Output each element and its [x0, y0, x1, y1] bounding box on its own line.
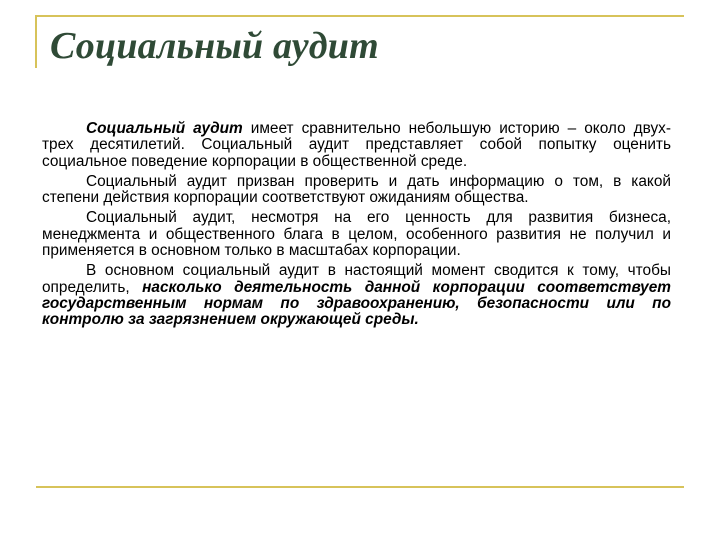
- paragraph-4-text: В основном социальный аудит в настоящий момент сводится к тому, чтобы определить,: [42, 262, 671, 296]
- slide-title: Социальный аудит: [50, 25, 379, 67]
- left-accent-line: [35, 15, 37, 68]
- paragraph-1-text: имеет сравнительно небольшую историю – около двух-трех десятилетий. Социальный аудит представляет собой попытку оценить социальное поведение корпорации в общественной среде.: [42, 120, 671, 170]
- paragraph-4: [42, 263, 671, 328]
- paragraph-3: [42, 210, 671, 259]
- paragraph-2: [42, 174, 671, 207]
- body-text: [42, 121, 671, 333]
- paragraph-4-emphasis: насколько деятельность данной корпорации соответствует государственным нормам по здравоохранению, безопасности или по контролю за загрязнением окружающей среды.: [42, 278, 671, 329]
- bottom-divider: [36, 486, 684, 488]
- top-divider: [36, 15, 684, 17]
- paragraph-1-lead: Социальный аудит: [86, 120, 243, 137]
- paragraph-3-text: Социальный аудит, несмотря на его ценность для развития бизнеса, менеджмента и общественного блага в целом, особенного развития не получил и применяется в основном только в масштабах корпорации.: [42, 209, 671, 260]
- paragraph-1: [42, 121, 671, 170]
- paragraph-2-text: Социальный аудит призван проверить и дать информацию о том, в какой степени действия корпорации соответствуют ожиданиям общества.: [42, 172, 671, 207]
